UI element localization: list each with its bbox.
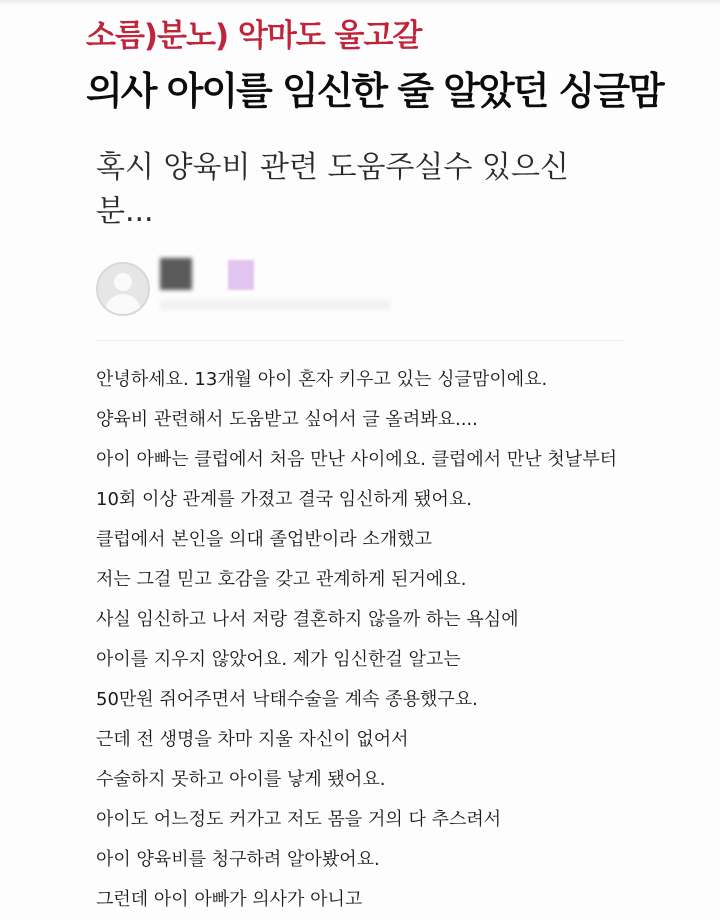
header-subtitle: 소름)분노) 악마도 울고갈 (86, 18, 422, 54)
post-body-line: 그런데 아이 아빠가 의사가 아니고 (96, 889, 363, 910)
header-title: 의사 아이를 임신한 줄 알았던 싱글맘 (86, 69, 663, 113)
avatar-body-shape (105, 294, 141, 316)
post-body-line: 근데 전 생명을 차마 지울 자신이 없어서 (96, 729, 409, 750)
post-body-line: 아이 양육비를 청구하려 알아봤어요. (96, 849, 380, 870)
divider (96, 340, 624, 341)
default-user-avatar-icon[interactable] (96, 262, 150, 316)
post-body-line: 아이를 지우지 않았어요. 제가 임신한걸 알고는 (96, 649, 461, 670)
post-body-line: 사실 임신하고 나서 저랑 결혼하지 않을까 하는 욕심에 (96, 609, 519, 630)
author-info (96, 258, 416, 318)
avatar-head-shape (114, 273, 132, 291)
post-body-line: 아이 아빠는 클럽에서 처음 만난 사이에요. 클럽에서 만난 첫날부터 (96, 449, 617, 470)
post-body (96, 360, 636, 920)
blurred-post-meta (160, 300, 390, 310)
post-body-line: 양육비 관련해서 도움받고 싶어서 글 올려봐요.... (96, 409, 478, 430)
post-title: 혹시 양육비 관련 도움주실수 있으신 분... (96, 150, 569, 229)
page-top-edge (0, 0, 720, 6)
post-body-line: 50만원 쥐어주면서 낙태수술을 계속 종용했구요. (96, 689, 478, 710)
post-body-line: 10회 이상 관계를 가졌고 결국 임신하게 됐어요. (96, 489, 472, 510)
post-body-line: 수술하지 못하고 아이를 낳게 됐어요. (96, 769, 386, 790)
post-body-line: 클럽에서 본인을 의대 졸업반이라 소개했고 (96, 529, 432, 550)
blurred-author-badge (228, 260, 254, 290)
post-body-line: 저는 그걸 믿고 호감을 갖고 관계하게 된거에요. (96, 569, 467, 590)
post-body-line: 안녕하세요. 13개월 아이 혼자 키우고 있는 싱글맘이에요. (96, 369, 548, 390)
blurred-author-name (160, 258, 192, 290)
post-body-line: 아이도 어느정도 커가고 저도 몸을 거의 다 추스려서 (96, 809, 502, 830)
